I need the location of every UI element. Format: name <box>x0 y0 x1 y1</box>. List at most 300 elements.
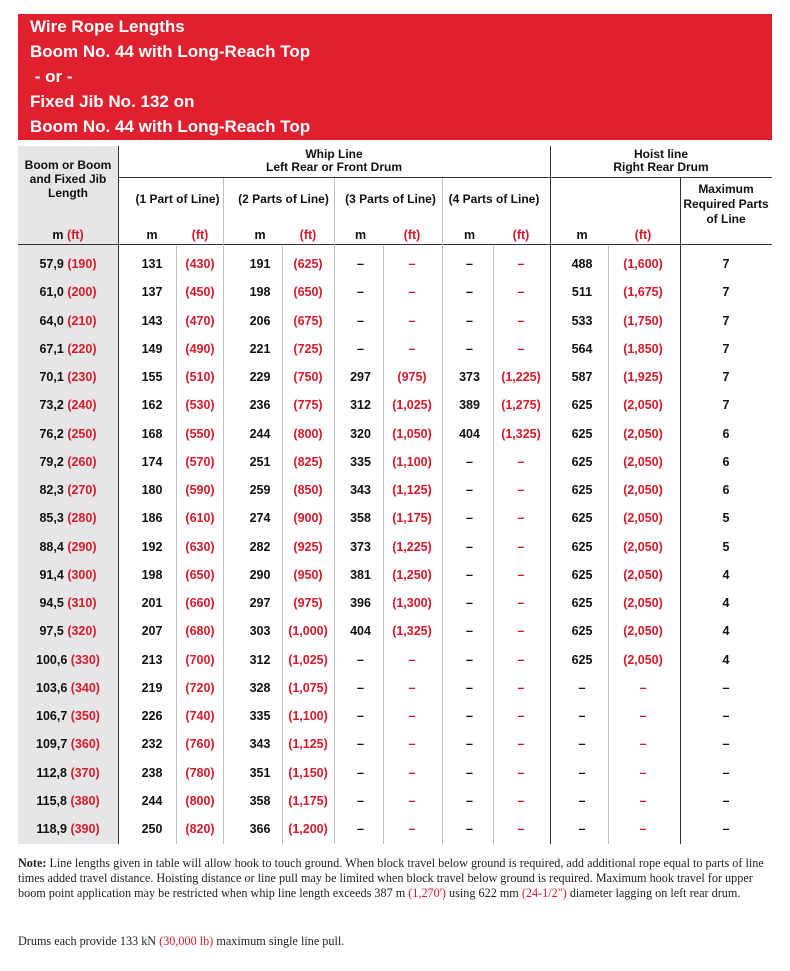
cell-p2-ft: (1,150) <box>288 765 328 780</box>
cell-p1-ft: (430) <box>185 257 215 271</box>
cell-p2-ft: (750) <box>293 370 323 384</box>
cell-p2-m: 290 <box>249 567 271 582</box>
cell-max: 7 <box>722 398 730 413</box>
boom-length-cell <box>18 653 118 667</box>
boom-length-m: 70,1 <box>39 370 64 384</box>
boom-length-cell <box>18 568 118 582</box>
boom-length-cell <box>18 596 118 610</box>
cell-max: 7 <box>722 257 730 271</box>
boom-length-header: Boom or Boom and Fixed Jib Length <box>24 158 112 200</box>
cell-p3-ft: – <box>408 680 416 695</box>
cell-p1-ft: (610) <box>185 511 215 526</box>
cell-p3-ft: – <box>408 737 416 752</box>
cell-p4-ft: – <box>517 313 525 328</box>
cell-p1-m: 244 <box>141 793 163 808</box>
header-divider-top <box>118 177 772 178</box>
cell-max: – <box>722 765 730 780</box>
cell-p1-ft: (800) <box>185 793 215 808</box>
cell-p3-m: – <box>357 822 364 836</box>
boom-length-ft: (360) <box>70 737 100 752</box>
cell-h-ft: (2,050) <box>623 596 663 610</box>
cell-p2-m: 328 <box>249 680 271 695</box>
cell-max: 5 <box>722 539 730 554</box>
boom-length-m: 82,3 <box>39 483 64 497</box>
boom-length-ft: (270) <box>67 483 97 497</box>
cell-p1-m: 174 <box>141 454 163 469</box>
cell-p3-m: 396 <box>350 596 371 610</box>
boom-length-cell <box>18 766 118 780</box>
cell-max: 6 <box>722 454 730 469</box>
banner-line-4: Fixed Jib No. 132 on <box>30 92 195 111</box>
cell-h-ft: – <box>639 822 647 836</box>
part-group-1-header: (1 Part of Line) <box>135 192 220 206</box>
cell-max: – <box>722 709 730 723</box>
boom-length-ft: (280) <box>67 511 97 526</box>
cell-p2-ft: (800) <box>293 426 323 441</box>
cell-h-ft: (2,050) <box>623 652 663 667</box>
cell-p1-ft: (720) <box>185 680 215 695</box>
cell-p4-m: – <box>466 765 473 780</box>
cell-p3-m: – <box>357 313 364 328</box>
cell-p1-m: 168 <box>141 426 163 441</box>
unit-m: m <box>254 228 266 242</box>
cell-p1-ft: (630) <box>185 539 215 554</box>
cell-h-m: 625 <box>571 426 593 441</box>
banner-line-1: Wire Rope Lengths <box>30 17 185 36</box>
boom-length-ft: (330) <box>70 652 100 667</box>
cell-p4-ft: – <box>517 483 525 497</box>
cell-p1-ft: (650) <box>185 567 215 582</box>
cell-p3-m: 320 <box>350 426 371 441</box>
cell-max: 6 <box>722 483 730 497</box>
max-parts-header: Maximum Required Parts of Line <box>683 182 769 226</box>
sub-divider-1 <box>176 246 177 844</box>
cell-p2-m: 297 <box>249 596 271 610</box>
note-text-3: diameter lagging on left rear drum. <box>566 886 741 900</box>
cell-max: – <box>722 822 730 836</box>
cell-p2-m: 221 <box>249 341 271 356</box>
cell-h-ft: (2,050) <box>623 454 663 469</box>
cell-p4-ft: – <box>517 341 525 356</box>
cell-p1-m: 149 <box>141 341 163 356</box>
cell-max: – <box>722 737 730 752</box>
cell-p1-ft: (680) <box>185 624 215 639</box>
cell-p4-ft: – <box>517 539 525 554</box>
boom-length-ft: (340) <box>70 680 100 695</box>
cell-max: 4 <box>722 567 730 582</box>
cell-max: 4 <box>722 624 730 639</box>
boom-length-cell <box>18 455 118 469</box>
cell-p2-m: 312 <box>249 652 271 667</box>
cell-p2-m: 259 <box>249 483 271 497</box>
cell-p1-ft: (590) <box>185 483 215 497</box>
cell-p2-ft: (1,000) <box>288 624 328 639</box>
cell-p4-ft: – <box>517 652 525 667</box>
part-group-4-header: (4 Parts of Line) <box>448 192 540 206</box>
boom-length-cell <box>18 427 118 441</box>
cell-p3-m: – <box>357 257 364 271</box>
cell-p4-m: – <box>466 483 473 497</box>
cell-p1-ft: (490) <box>185 341 215 356</box>
sub-divider-5 <box>608 246 609 844</box>
cell-p1-ft: (660) <box>185 596 215 610</box>
boom-length-cell <box>18 483 118 497</box>
cell-p2-ft: (650) <box>293 285 323 300</box>
boom-length-m: 103,6 <box>36 680 68 695</box>
cell-h-ft: (1,750) <box>623 313 663 328</box>
cell-p3-ft: – <box>408 257 416 271</box>
cell-p2-m: 244 <box>249 426 271 441</box>
unit-m: m <box>146 228 158 242</box>
cell-p1-ft: (530) <box>185 398 215 413</box>
cell-h-m: 625 <box>571 398 593 413</box>
cell-p1-m: 143 <box>141 313 163 328</box>
cell-p1-m: 226 <box>141 709 163 723</box>
hoist-line-header: Hoist line Right Rear Drum <box>613 147 709 174</box>
note-label: Note: <box>18 856 47 870</box>
cell-p4-m: – <box>466 709 473 723</box>
cell-p3-m: 312 <box>350 398 371 413</box>
cell-h-m: – <box>578 709 586 723</box>
cell-h-m: 625 <box>571 454 593 469</box>
banner-line-3: - or - <box>30 67 73 86</box>
cell-p1-m: 162 <box>141 398 163 413</box>
title-banner <box>18 14 772 140</box>
cell-p1-ft: (740) <box>185 709 215 723</box>
unit-m: m <box>354 228 367 242</box>
cell-p4-m: – <box>466 454 473 469</box>
cell-p4-m: 404 <box>459 426 480 441</box>
cell-p1-m: 192 <box>141 539 163 554</box>
cell-h-ft: (2,050) <box>623 511 663 526</box>
cell-p4-m: – <box>466 341 473 356</box>
cell-p4-ft: (1,325) <box>501 426 541 441</box>
cell-p1-m: 198 <box>141 567 163 582</box>
unit-m: m <box>52 228 64 242</box>
cell-h-ft: (2,050) <box>623 539 663 554</box>
boom-length-ft: (250) <box>67 426 97 441</box>
cell-h-ft: (1,925) <box>623 370 663 384</box>
boom-length-m: 109,7 <box>36 737 68 752</box>
header-divider-bottom <box>18 244 772 245</box>
cell-p3-m: – <box>357 341 364 356</box>
boom-length-cell <box>18 370 118 384</box>
cell-p2-ft: (1,100) <box>288 709 328 723</box>
group-divider-2 <box>334 178 335 844</box>
drums-text-2: maximum single line pull. <box>213 934 345 948</box>
cell-p1-ft: (450) <box>185 285 215 300</box>
boom-length-m: 94,5 <box>39 596 64 610</box>
cell-p4-ft: – <box>517 596 525 610</box>
cell-max: – <box>722 680 730 695</box>
cell-max: 7 <box>722 341 730 356</box>
cell-p4-m: – <box>466 624 473 639</box>
boom-length-cell <box>18 257 118 271</box>
boom-length-cell <box>18 540 118 554</box>
cell-h-m: – <box>578 765 586 780</box>
cell-p3-ft: (1,175) <box>392 511 432 526</box>
cell-h-m: 625 <box>571 483 593 497</box>
cell-p3-ft: (1,300) <box>392 596 432 610</box>
cell-p4-m: 389 <box>459 398 480 413</box>
cell-p2-ft: (850) <box>293 483 323 497</box>
boom-length-m: 57,9 <box>39 257 64 271</box>
cell-h-m: 533 <box>571 313 593 328</box>
cell-p3-m: 335 <box>350 454 371 469</box>
cell-p2-ft: (1,075) <box>288 680 328 695</box>
cell-p3-ft: – <box>408 313 416 328</box>
cell-p4-ft: – <box>517 680 525 695</box>
boom-length-ft: (190) <box>67 257 97 271</box>
cell-p3-m: – <box>357 680 364 695</box>
cell-p2-m: 251 <box>249 454 271 469</box>
banner-line-5: Boom No. 44 with Long-Reach Top <box>30 117 311 136</box>
boom-column-divider <box>118 146 119 844</box>
cell-h-m: 625 <box>571 596 593 610</box>
cell-h-m: 587 <box>571 370 593 384</box>
cell-p3-ft: (1,325) <box>392 624 432 639</box>
boom-length-ft: (390) <box>70 822 100 836</box>
cell-max: – <box>722 793 730 808</box>
cell-p2-m: 343 <box>249 737 271 752</box>
cell-p3-m: 297 <box>350 370 371 384</box>
note-red-1: (1,270') <box>408 886 446 900</box>
cell-h-m: 625 <box>571 511 593 526</box>
cell-p2-m: 366 <box>249 822 271 836</box>
boom-length-ft: (260) <box>67 454 97 469</box>
boom-length-cell <box>18 511 118 525</box>
cell-p1-m: 250 <box>141 822 163 836</box>
cell-p4-ft: – <box>517 454 525 469</box>
boom-length-cell <box>18 314 118 328</box>
cell-p3-ft: – <box>408 822 416 836</box>
cell-p3-m: – <box>357 765 364 780</box>
cell-p4-ft: – <box>517 709 525 723</box>
cell-p2-ft: (975) <box>293 596 323 610</box>
cell-p2-ft: (625) <box>293 257 323 271</box>
cell-p2-m: 229 <box>249 370 271 384</box>
cell-p1-m: 213 <box>141 652 163 667</box>
cell-p1-m: 186 <box>141 511 163 526</box>
boom-length-cell <box>18 342 118 356</box>
banner-line-2: Boom No. 44 with Long-Reach Top <box>30 42 311 61</box>
cell-max: 6 <box>722 426 730 441</box>
cell-h-m: 488 <box>571 257 593 271</box>
cell-h-ft: (1,850) <box>623 341 663 356</box>
boom-length-ft: (220) <box>67 341 97 356</box>
boom-length-cell <box>18 794 118 808</box>
sub-divider-3 <box>383 246 384 844</box>
unit-m: m <box>463 228 476 242</box>
cell-p3-ft: (1,025) <box>392 398 432 413</box>
cell-p4-m: – <box>466 567 473 582</box>
boom-length-m: 100,6 <box>36 652 68 667</box>
cell-p3-m: – <box>357 737 364 752</box>
cell-p3-m: 358 <box>350 511 371 526</box>
boom-length-m: 97,5 <box>39 624 64 639</box>
cell-h-ft: (2,050) <box>623 567 663 582</box>
note-paragraph <box>18 856 772 901</box>
boom-length-cell <box>18 285 118 299</box>
boom-length-m: 91,4 <box>39 567 64 582</box>
boom-length-m: 112,8 <box>36 765 67 780</box>
boom-length-ft: (230) <box>67 370 97 384</box>
cell-h-m: 625 <box>571 624 593 639</box>
cell-p2-ft: (725) <box>293 341 323 356</box>
cell-h-ft: (1,675) <box>623 285 663 300</box>
boom-length-m: 106,7 <box>36 709 68 723</box>
cell-p2-ft: (900) <box>293 511 323 526</box>
cell-p1-ft: (700) <box>185 652 215 667</box>
cell-p1-m: 219 <box>141 680 163 695</box>
sub-divider-4 <box>493 246 494 844</box>
boom-length-m: 79,2 <box>39 454 64 469</box>
cell-p1-ft: (510) <box>185 370 215 384</box>
cell-h-m: – <box>578 793 586 808</box>
cell-p3-ft: (1,250) <box>392 567 432 582</box>
cell-p2-ft: (1,125) <box>288 737 328 752</box>
cell-h-m: – <box>578 680 586 695</box>
boom-length-m: 76,2 <box>39 426 64 441</box>
cell-p2-m: 206 <box>249 313 271 328</box>
cell-p3-m: 381 <box>350 567 371 582</box>
cell-p4-ft: – <box>517 624 525 639</box>
cell-h-m: 625 <box>571 652 593 667</box>
cell-p1-m: 155 <box>141 370 163 384</box>
cell-p4-ft: – <box>517 511 525 526</box>
cell-p1-ft: (820) <box>185 822 215 836</box>
cell-h-ft: (2,050) <box>623 398 663 413</box>
cell-p3-ft: (1,225) <box>392 539 432 554</box>
boom-length-ft: (290) <box>67 539 97 554</box>
boom-length-m: 115,8 <box>36 793 67 808</box>
cell-max: 4 <box>722 652 730 667</box>
boom-length-ft: (380) <box>70 793 100 808</box>
cell-h-m: – <box>578 822 586 836</box>
cell-h-ft: (1,600) <box>623 257 663 271</box>
cell-p4-m: – <box>466 539 473 554</box>
wire-rope-table <box>18 146 772 846</box>
cell-p3-ft: – <box>408 765 416 780</box>
cell-p2-ft: (1,200) <box>288 822 328 836</box>
cell-p1-ft: (470) <box>185 313 215 328</box>
cell-p3-ft: – <box>408 709 416 723</box>
group-divider-3 <box>442 178 443 844</box>
cell-p4-m: – <box>466 511 473 526</box>
cell-p1-m: 232 <box>141 737 163 752</box>
unit-ft: (ft) <box>299 228 317 242</box>
cell-h-ft: – <box>639 709 647 723</box>
cell-h-ft: (2,050) <box>623 624 663 639</box>
cell-p1-ft: (780) <box>185 765 215 780</box>
boom-length-m: 64,0 <box>39 313 64 328</box>
cell-max: 7 <box>722 370 730 384</box>
note-text-2: using 622 mm <box>446 886 522 900</box>
cell-p4-ft: – <box>517 793 525 808</box>
cell-p2-m: 351 <box>249 765 271 780</box>
boom-length-cell <box>18 398 118 412</box>
cell-p4-m: – <box>466 285 473 300</box>
cell-p2-m: 335 <box>249 709 271 723</box>
cell-p3-ft: (1,100) <box>392 454 432 469</box>
boom-length-cell <box>18 709 118 723</box>
boom-length-m: 61,0 <box>39 285 64 300</box>
cell-h-m: – <box>578 737 586 752</box>
part-group-3-header: (3 Parts of Line) <box>345 192 436 206</box>
cell-p2-m: 191 <box>249 257 271 271</box>
drums-text-1: Drums each provide 133 kN <box>18 934 160 948</box>
boom-length-ft: (370) <box>70 765 100 780</box>
cell-h-ft: – <box>639 793 647 808</box>
cell-p4-m: – <box>466 822 473 836</box>
cell-p4-ft: – <box>517 567 525 582</box>
boom-length-cell <box>18 737 118 751</box>
boom-length-ft: (200) <box>67 285 97 300</box>
cell-h-ft: – <box>639 765 647 780</box>
cell-p2-m: 282 <box>249 539 271 554</box>
cell-h-m: 564 <box>571 341 593 356</box>
cell-p2-m: 274 <box>249 511 271 526</box>
boom-length-ft: (300) <box>67 567 97 582</box>
cell-p3-m: – <box>357 793 364 808</box>
cell-p4-m: – <box>466 737 473 752</box>
cell-p4-ft: – <box>517 257 525 271</box>
unit-m: m <box>576 228 588 242</box>
cell-p3-m: – <box>357 709 364 723</box>
cell-p3-m: 373 <box>350 539 371 554</box>
cell-p1-m: 238 <box>141 765 163 780</box>
boom-length-m: 73,2 <box>39 398 64 413</box>
boom-length-m: 118,9 <box>36 822 67 836</box>
cell-p1-ft: (570) <box>185 454 215 469</box>
cell-h-m: 511 <box>571 285 593 300</box>
cell-p4-m: – <box>466 680 473 695</box>
boom-length-cell <box>18 681 118 695</box>
cell-p1-m: 180 <box>141 483 163 497</box>
drums-red: (30,000 lb) <box>159 934 214 948</box>
cell-max: 7 <box>722 285 730 300</box>
boom-length-m: 88,4 <box>39 539 64 554</box>
cell-p3-ft: (975) <box>397 370 427 384</box>
unit-ft: (ft) <box>403 228 421 242</box>
cell-p2-ft: (950) <box>293 567 323 582</box>
group-divider-1 <box>223 178 224 844</box>
boom-length-ft: (320) <box>67 624 97 639</box>
cell-p3-ft: (1,050) <box>392 426 432 441</box>
unit-ft: (ft) <box>66 228 84 242</box>
cell-p4-ft: (1,225) <box>501 370 541 384</box>
cell-h-m: 625 <box>571 567 593 582</box>
cell-p4-m: – <box>466 313 473 328</box>
cell-max: 4 <box>722 596 730 610</box>
cell-p3-m: – <box>357 285 364 300</box>
cell-p2-ft: (825) <box>293 454 323 469</box>
boom-length-cell <box>18 822 118 836</box>
cell-h-ft: (2,050) <box>623 426 663 441</box>
cell-max: 7 <box>722 313 730 328</box>
cell-h-ft: (2,050) <box>623 483 663 497</box>
whip-hoist-divider <box>550 146 551 844</box>
cell-p4-ft: (1,275) <box>501 398 541 413</box>
cell-h-ft: – <box>639 680 647 695</box>
boom-unit-header <box>18 228 118 242</box>
cell-p4-m: – <box>466 652 473 667</box>
cell-p3-ft: – <box>408 285 416 300</box>
cell-p1-ft: (760) <box>185 737 215 752</box>
cell-p1-m: 201 <box>141 596 163 610</box>
cell-p4-m: 373 <box>459 370 480 384</box>
cell-p4-m: – <box>466 596 473 610</box>
